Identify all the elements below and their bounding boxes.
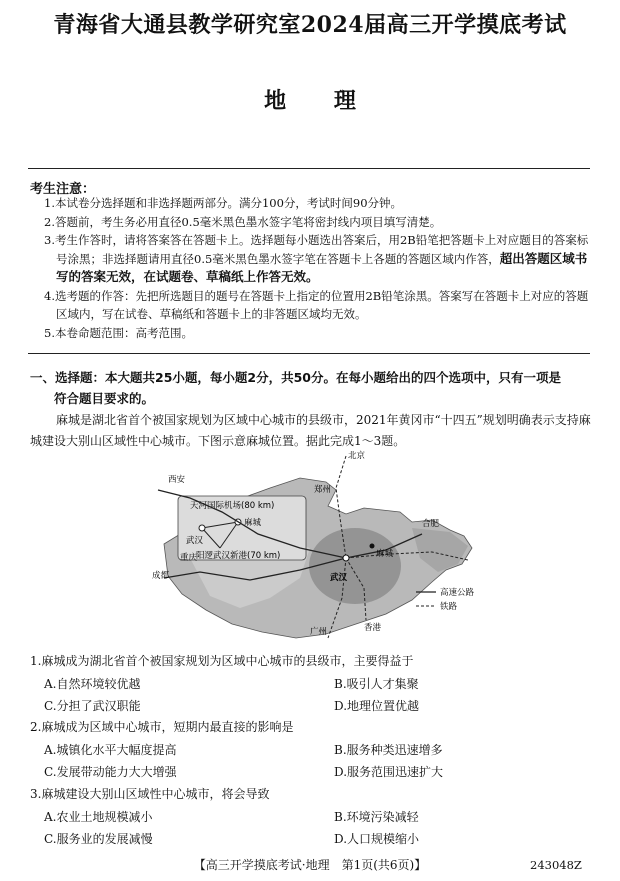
notice-item-4: 4.选考题的作答：先把所选题目的题号在答题卡上指定的位置用2B铅笔涂黑。答案写在答题卡上对应的答题区域内，写在试卷、草稿纸和答题卡上的非答题区域均无效。 bbox=[44, 288, 589, 321]
question-3-option-c: C.服务业的发展减慢 bbox=[44, 832, 153, 846]
question-1-option-d: D.地理位置优越 bbox=[334, 699, 420, 713]
question-3-option-a: A.农业土地规模减小 bbox=[44, 810, 153, 824]
divider-bottom bbox=[28, 353, 590, 354]
section-heading-line1: 一、选择题：本大题共25小题，每小题2分，共50分。在每小题给出的四个选项中，只有一项是 bbox=[30, 370, 561, 385]
subject-title: 地 理 bbox=[264, 89, 356, 114]
question-1-option-a: A.自然环境较优越 bbox=[44, 677, 141, 691]
question-2-stem: 2.麻城成为区域中心城市，短期内最直接的影响是 bbox=[30, 720, 294, 734]
notice-item-3 bbox=[44, 231, 599, 287]
notice-item-2: 2.答题前，考生务必用直径0.5毫米黑色墨水签字笔将密封线内项目填写清楚。 bbox=[44, 214, 442, 229]
notice-item-3-bold: 超出答题区域书写的答案无效，在试题卷、草稿纸上作答无效。 bbox=[56, 250, 588, 284]
section-heading-line2: 符合题目要求的。 bbox=[54, 391, 155, 406]
inset-port-label: 阳逻武汉新港(70 km) bbox=[196, 551, 281, 561]
label-chengdu: 成都 bbox=[152, 571, 170, 581]
macheng-dot bbox=[370, 544, 375, 549]
divider-top bbox=[28, 168, 590, 169]
label-chongqing: 重庆 bbox=[180, 553, 198, 563]
notice-item-5: 5.本卷命题范围：高考范围。 bbox=[44, 325, 193, 340]
question-1-stem: 1.麻城成为湖北省首个被国家规划为区域中心城市的县级市，主要得益于 bbox=[30, 654, 414, 668]
exam-code: 243048Z bbox=[530, 858, 582, 872]
question-3-option-b: B.环境污染减轻 bbox=[334, 810, 419, 824]
label-xian: 西安 bbox=[168, 475, 186, 485]
exam-title: 青海省大通县教学研究室2024届高三开学摸底考试 bbox=[53, 12, 567, 38]
question-intro: 麻城是湖北省首个被国家规划为区域中心城市的县级市，2021年黄冈市“十四五”规划明确表示支持麻城建设大别山区域性中心城市。下图示意麻城位置。据此完成1～3题。 bbox=[30, 413, 591, 448]
notice-item-3-text: 3.考生作答时，请将答案答在答题卡上。选择题每小题选出答案后，用2B铅笔把答题卡上对应题目的答案标号涂黑；非选择题请用直径0.5毫米黑色墨水签字笔在答题卡上各题的答题区域内作答， bbox=[44, 233, 589, 266]
inset-wuhan-dot bbox=[199, 525, 205, 531]
label-hongkong: 香港 bbox=[364, 623, 382, 633]
notice-item-1: 1.本试卷分选择题和非选择题两部分。满分100分，考试时间90分钟。 bbox=[44, 196, 403, 210]
macheng-location-map bbox=[150, 448, 495, 648]
question-2-option-a: A.城镇化水平大幅度提高 bbox=[44, 743, 177, 757]
question-3-stem: 3.麻城建设大别山区域性中心城市，将会导致 bbox=[30, 787, 270, 801]
question-1-option-b: B.吸引人才集聚 bbox=[334, 677, 419, 691]
notice-heading: 考生注意： bbox=[30, 182, 96, 197]
question-2-option-d: D.服务范围迅速扩大 bbox=[334, 765, 444, 779]
legend-railway-label: 铁路 bbox=[440, 602, 458, 612]
legend-highway-label: 高速公路 bbox=[440, 588, 475, 598]
label-macheng: 麻城 bbox=[376, 549, 394, 559]
label-guangzhou: 广州 bbox=[310, 627, 328, 637]
page-footer: 【高三开学摸底考试·地理 第1页(共6页)】 bbox=[193, 858, 427, 872]
notice-list bbox=[44, 194, 599, 342]
label-hefei: 合肥 bbox=[422, 519, 440, 529]
question-2-option-b: B.服务种类迅速增多 bbox=[334, 743, 443, 757]
inset-wuhan-label: 武汉 bbox=[186, 536, 204, 546]
label-wuhan: 武汉 bbox=[330, 573, 348, 583]
question-2-option-c: C.发展带动能力大大增强 bbox=[44, 765, 177, 779]
question-1-option-c: C.分担了武汉职能 bbox=[44, 699, 141, 713]
label-zhengzhou: 郑州 bbox=[314, 485, 332, 495]
label-beijing: 北京 bbox=[348, 451, 366, 461]
hubei-highlight bbox=[309, 528, 401, 604]
inset-macheng-label: 麻城 bbox=[244, 518, 262, 528]
section-heading bbox=[30, 367, 595, 409]
wuhan-dot bbox=[343, 555, 349, 561]
inset-airport-label: 天河国际机场(80 km) bbox=[190, 501, 275, 511]
question-3-option-d: D.人口规模缩小 bbox=[334, 832, 420, 846]
